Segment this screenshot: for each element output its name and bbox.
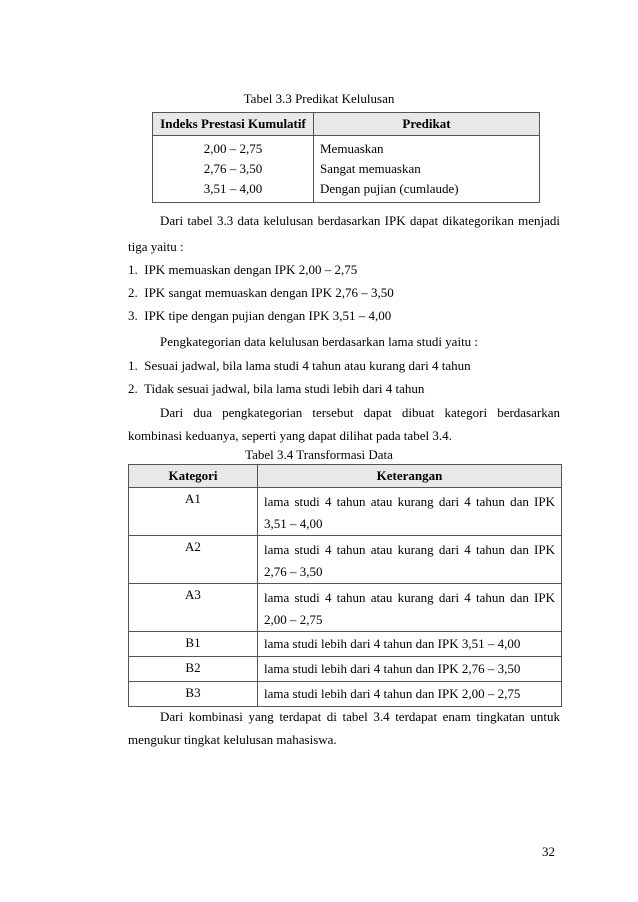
list-item: 1. IPK memuaskan dengan IPK 2,00 – 2,75 <box>128 262 358 277</box>
table-cell: B3 <box>129 682 258 707</box>
column-header: Kategori <box>129 465 258 488</box>
table-row <box>129 488 562 536</box>
table-cell: Sangat memuaskan <box>320 161 421 176</box>
table-cell: Memuaskan <box>320 141 384 156</box>
paragraph-line: Dari dua pengkategorian tersebut dapat dibuat kategori berdasarkan <box>160 405 560 420</box>
column-header: Predikat <box>314 113 540 136</box>
table-header-row <box>153 113 540 136</box>
table-cell <box>258 488 562 536</box>
column-header: Indeks Prestasi Kumulatif <box>153 113 314 136</box>
table-cell: lama studi lebih dari 4 tahun dan IPK 2,76 – 3,50 <box>258 657 562 682</box>
table-cell: A3 <box>129 584 258 632</box>
list-item: 3. IPK tipe dengan pujian dengan IPK 3,51 – 4,00 <box>128 308 392 323</box>
table-row <box>153 159 540 179</box>
table2-caption: Tabel 3.4 Transformasi Data <box>245 447 393 462</box>
table-row <box>129 682 562 707</box>
table-cell: B2 <box>129 657 258 682</box>
cell-text: 3,51 – 4,00 <box>264 516 323 531</box>
cell-text: lama studi 4 tahun atau kurang dari 4 tahun dan IPK <box>264 590 555 605</box>
column-header: Keterangan <box>258 465 562 488</box>
table-cell <box>258 536 562 584</box>
paragraph-line: Dari tabel 3.3 data kelulusan berdasarkan IPK dapat dikategorikan menjadi <box>160 213 560 228</box>
paragraph-line: mengukur tingkat kelulusan mahasiswa. <box>128 732 337 747</box>
list-item: 1. Sesuai jadwal, bila lama studi 4 tahun atau kurang dari 4 tahun <box>128 358 471 373</box>
table-row <box>153 136 540 160</box>
table-cell: A2 <box>129 536 258 584</box>
table-cell: 2,00 – 2,75 <box>153 136 314 160</box>
table-transformasi-data <box>128 464 562 707</box>
page-number: 32 <box>542 844 555 859</box>
table1-caption: Tabel 3.3 Predikat Kelulusan <box>243 91 395 106</box>
table-cell: lama studi lebih dari 4 tahun dan IPK 3,51 – 4,00 <box>258 632 562 657</box>
table-cell: B1 <box>129 632 258 657</box>
table-row <box>129 657 562 682</box>
table-cell <box>258 584 562 632</box>
table-cell: 3,51 – 4,00 <box>153 179 314 203</box>
table-cell: lama studi lebih dari 4 tahun dan IPK 2,00 – 2,75 <box>258 682 562 707</box>
cell-text: 2,76 – 3,50 <box>264 564 323 579</box>
paragraph-line: Pengkategorian data kelulusan berdasarkan lama studi yaitu : <box>160 334 479 349</box>
table-cell: Dengan pujian (cumlaude) <box>320 181 459 196</box>
paragraph-line: Dari kombinasi yang terdapat di tabel 3.4 terdapat enam tingkatan untuk <box>160 709 560 724</box>
paragraph-line: tiga yaitu : <box>128 239 184 254</box>
table-predikat-kelulusan <box>152 112 540 203</box>
table-cell: 2,76 – 3,50 <box>153 159 314 179</box>
list-item: 2. IPK sangat memuaskan dengan IPK 2,76 – 3,50 <box>128 285 394 300</box>
list-item: 2. Tidak sesuai jadwal, bila lama studi lebih dari 4 tahun <box>128 381 425 396</box>
table-row <box>129 584 562 632</box>
table-row <box>129 632 562 657</box>
table-row <box>129 536 562 584</box>
table-cell: A1 <box>129 488 258 536</box>
table-header-row <box>129 465 562 488</box>
paragraph-line: kombinasi keduanya, seperti yang dapat dilihat pada tabel 3.4. <box>128 428 452 443</box>
table-row <box>153 179 540 203</box>
cell-text: lama studi 4 tahun atau kurang dari 4 tahun dan IPK <box>264 494 555 509</box>
cell-text: 2,00 – 2,75 <box>264 612 323 627</box>
cell-text: lama studi 4 tahun atau kurang dari 4 tahun dan IPK <box>264 542 555 557</box>
